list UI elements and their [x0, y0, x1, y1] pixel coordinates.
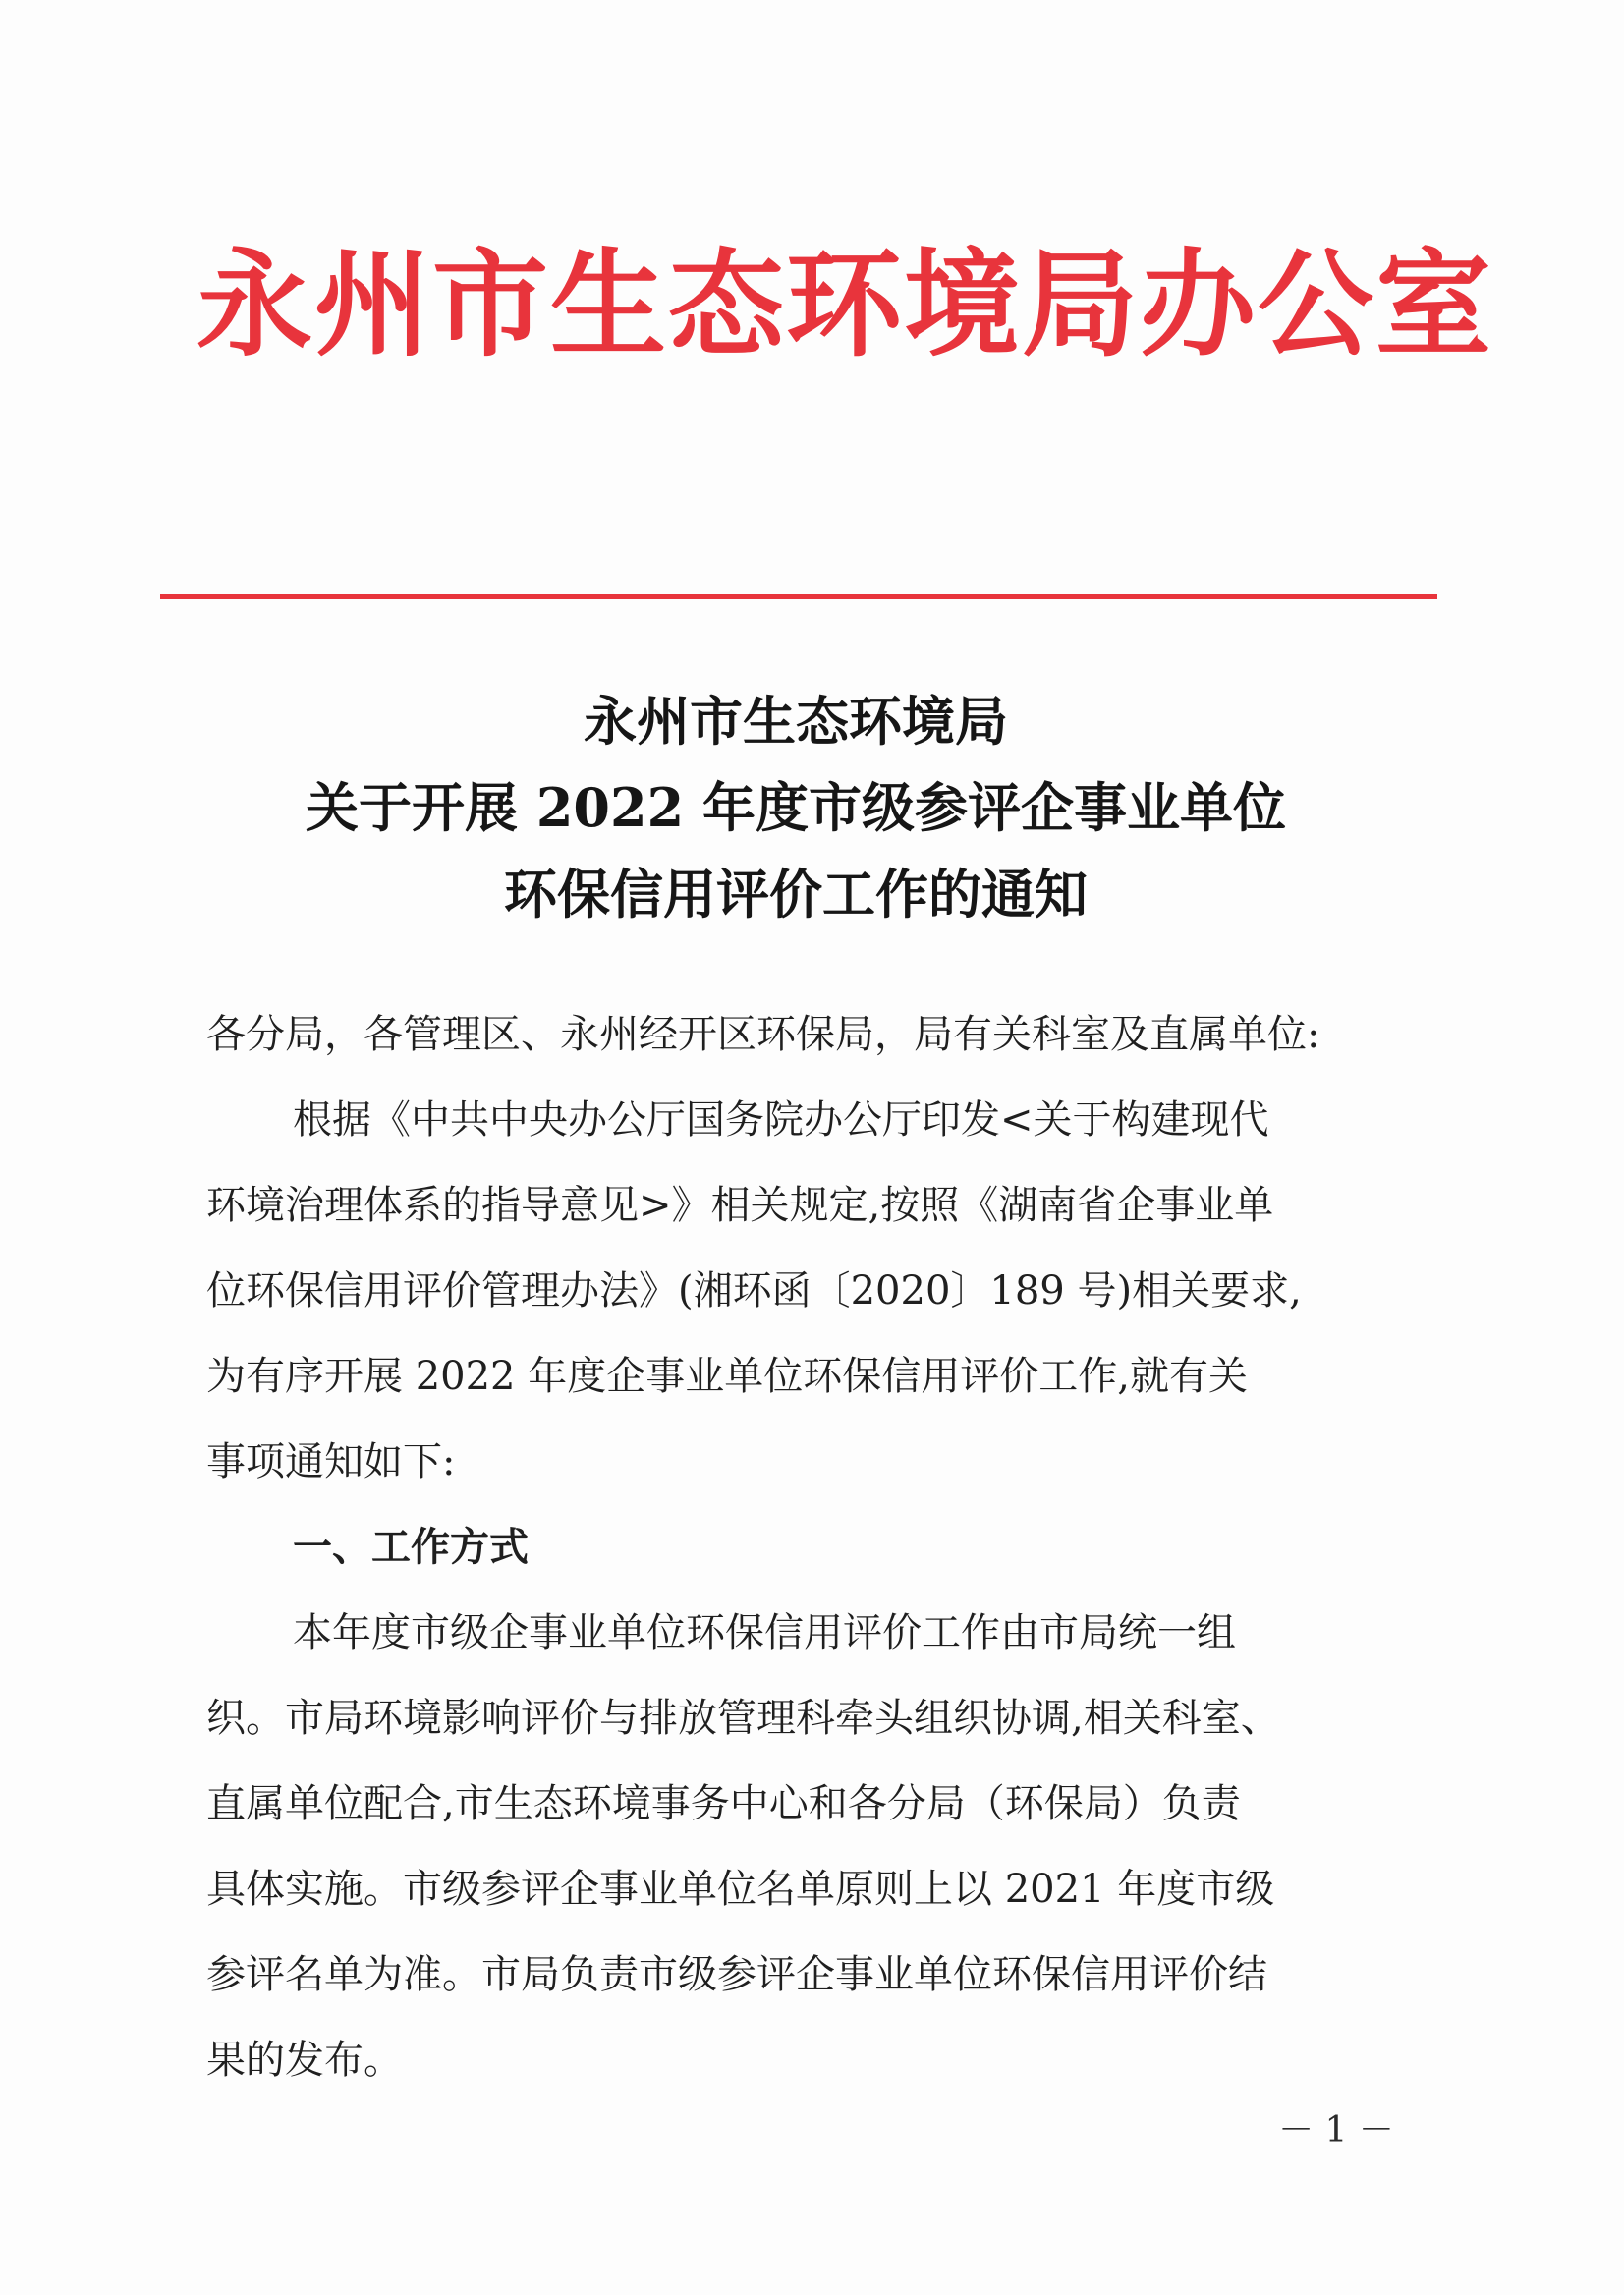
page-number: － 1 － [1278, 2110, 1394, 2151]
section-heading: 一、工作方式 [293, 1525, 529, 1570]
paragraph-line: 位环保信用评价管理办法》(湘环函〔2020〕189 号)相关要求, [206, 1268, 1302, 1314]
document-body [206, 992, 1390, 2103]
addressee-line: 各分局，各管理区、永州经开区环保局，局有关科室及直属单位: [206, 1012, 1320, 1057]
letterhead-divider [160, 594, 1437, 599]
paragraph-line: 为有序开展 2022 年度企事业单位环保信用评价工作,就有关 [206, 1354, 1248, 1399]
document-title [196, 678, 1395, 937]
paragraph-line: 环境治理体系的指导意见>》相关规定,按照《湖南省企事业单 [206, 1183, 1274, 1228]
title-line-3: 环保信用评价工作的通知 [504, 863, 1088, 925]
paragraph-line: 本年度市级企事业单位环保信用评价工作由市局统一组 [293, 1610, 1236, 1655]
paragraph-line: 果的发布。 [206, 2038, 403, 2083]
paragraph-line: 具体实施。市级参评企事业单位名单原则上以 2021 年度市级 [206, 1867, 1275, 1912]
title-line-2: 关于开展 2022 年度市级参评企事业单位 [306, 776, 1286, 839]
letterhead-title: 永州市生态环境局办公室 [196, 236, 1494, 372]
paragraph-line: 根据《中共中央办公厅国务院办公厅印发<关于构建现代 [293, 1097, 1269, 1143]
paragraph-line: 直属单位配合,市生态环境事务中心和各分局（环保局）负责 [206, 1781, 1241, 1826]
paragraph-line: 事项通知如下: [206, 1439, 456, 1484]
title-line-1: 永州市生态环境局 [584, 690, 1008, 753]
paragraph-line: 参评名单为准。市局负责市级参评企事业单位环保信用评价结 [206, 1952, 1267, 1997]
paragraph-line: 织。市局环境影响评价与排放管理科牵头组织协调,相关科室、 [206, 1696, 1280, 1741]
